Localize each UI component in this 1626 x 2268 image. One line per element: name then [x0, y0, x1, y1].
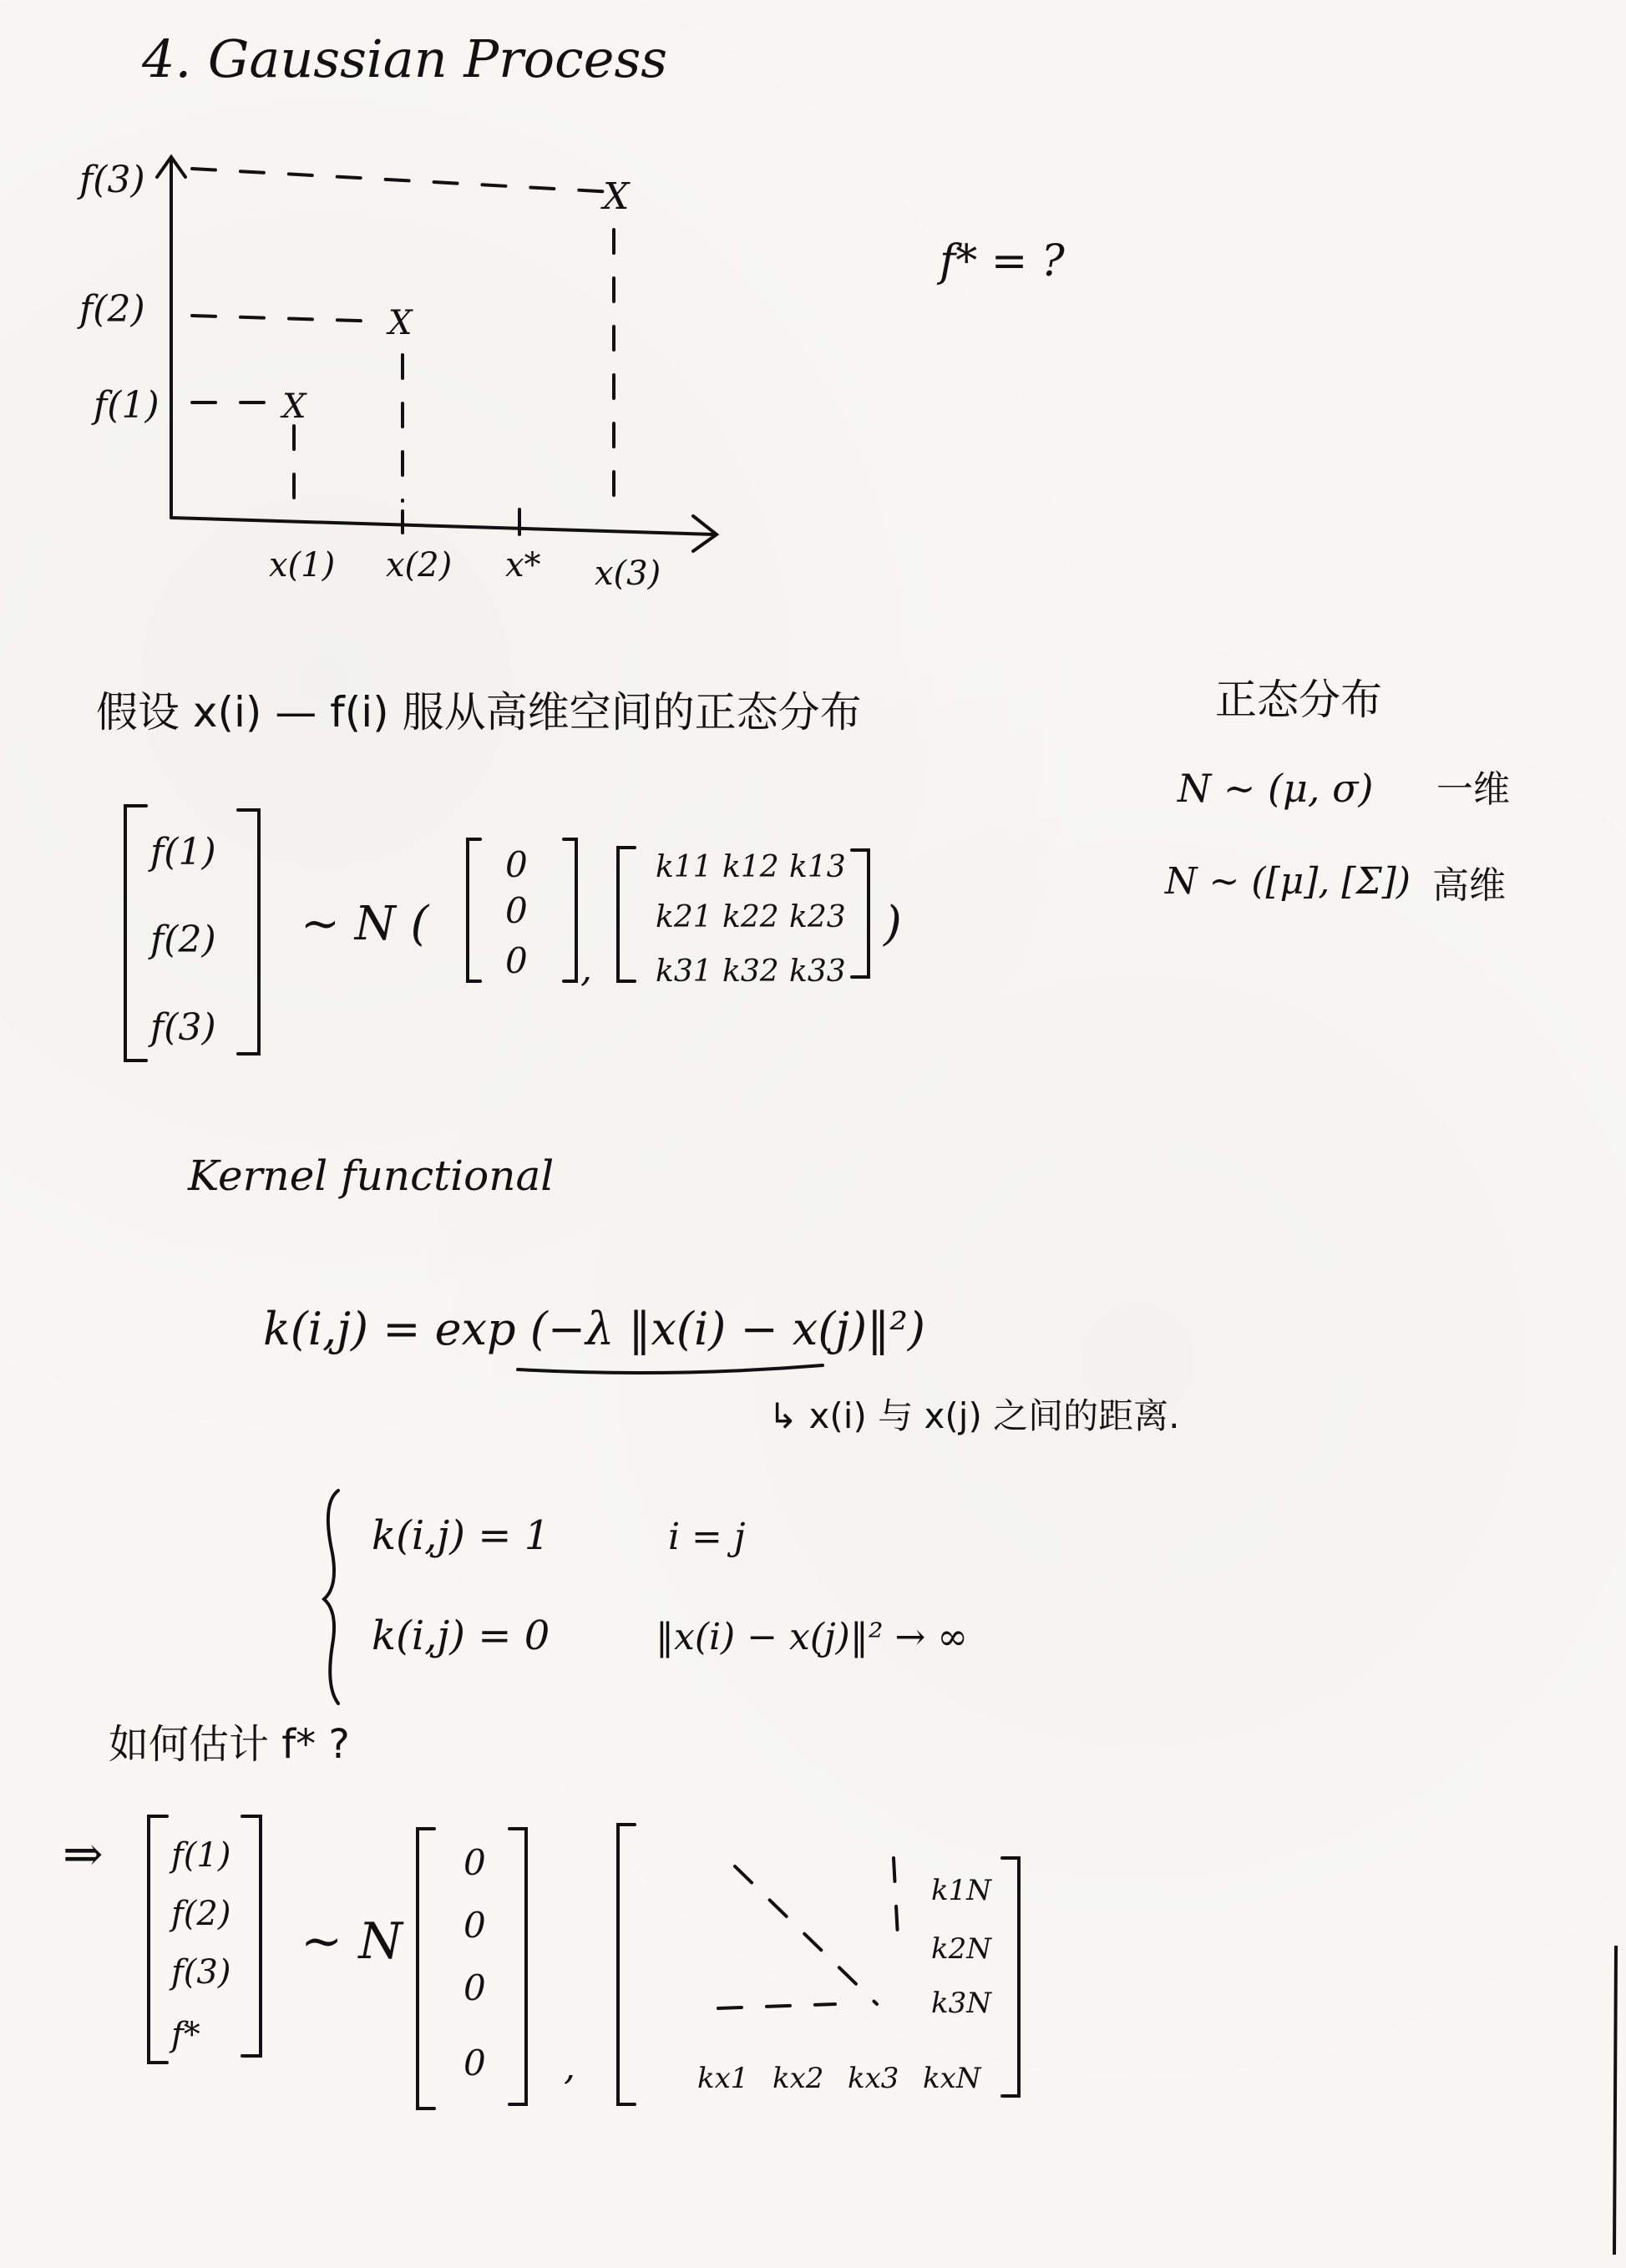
dist-symbol-1: ~ N ( [301, 897, 429, 951]
mean1-left-bracket [468, 839, 480, 981]
cov1-k32: k32 [722, 954, 779, 989]
vec1-left-bracket [125, 806, 146, 1061]
cov1-k22: k22 [722, 900, 779, 934]
cov2-k2N: k2N [931, 1932, 991, 1966]
vec2-f3: f(3) [171, 1953, 231, 1992]
cases-brace [324, 1491, 338, 1704]
vec2-f1: f(1) [171, 1836, 231, 1875]
x-label-x2: x(2) [386, 546, 453, 585]
mean1-2: 0 [505, 940, 528, 981]
point-1: X [282, 387, 306, 426]
assumption-text: 假设 x(i) — f(i) 服从高维空间的正态分布 [96, 688, 862, 737]
joint-distribution-3 [125, 806, 902, 1061]
mean2-0: 0 [463, 1842, 486, 1883]
gp-sketch-plot [77, 157, 717, 593]
kernel-cases [324, 1491, 968, 1704]
close-paren-1: ) [884, 897, 902, 951]
mean1-0: 0 [505, 844, 528, 885]
page-title: 4. Gaussian Process [142, 28, 668, 89]
mean1-1: 0 [505, 890, 528, 931]
vec1-f1: f(1) [150, 831, 216, 873]
page-edge-line [1614, 1946, 1616, 2255]
mean1-right-bracket [564, 839, 576, 981]
estimate-question: 如何估计 f* ? [109, 1721, 350, 1768]
cov2-kxN: kxN [923, 2062, 981, 2095]
normal-hd: N ~ ([μ], [Σ]) [1165, 860, 1411, 903]
cov2-column-dots [894, 1858, 898, 1937]
cov2-diagonal-dots [735, 1866, 877, 2004]
point-3: X [603, 175, 630, 218]
cov2-k1N: k1N [931, 1874, 991, 1907]
kernel-formula: k(i,j) = exp (−λ ‖x(i) − x(j)‖²) [263, 1303, 925, 1355]
cov2-left-bracket [618, 1825, 635, 2104]
cov1-right-bracket [852, 850, 869, 977]
vec2-fstar: f* [171, 2016, 200, 2054]
x-label-x3: x(3) [595, 554, 661, 593]
comma-2: , [564, 2046, 575, 2088]
mean2-right-bracket [509, 1829, 526, 2104]
normal-heading: 正态分布 [1215, 676, 1382, 724]
x-label-xstar: x* [505, 546, 541, 585]
question-fstar: f* = ? [940, 236, 1065, 286]
kernel-heading: Kernel functional [188, 1152, 555, 1200]
cov1-k12: k12 [722, 850, 779, 884]
kernel-note: ↳ x(i) 与 x(j) 之间的距离. [768, 1395, 1180, 1436]
y-label-f1: f(1) [94, 384, 160, 427]
dist-symbol-2: ~ N [301, 1912, 403, 1971]
case-2-cond: ‖x(i) − x(j)‖² → ∞ [656, 1616, 968, 1658]
comma-1: , [580, 948, 592, 990]
mean2-left-bracket [418, 1829, 434, 2109]
cov2-kx2: kx2 [772, 2062, 824, 2095]
cov2-row-dots [718, 2004, 835, 2008]
cov2-kx3: kx3 [848, 2062, 899, 2095]
cov2-k3N: k3N [931, 1987, 991, 2020]
cov1-left-bracket [618, 848, 635, 981]
mean2-1: 0 [463, 1905, 486, 1946]
case-1-left: k(i,j) = 1 [372, 1512, 550, 1559]
normal-dist-note [1164, 676, 1510, 907]
cov1-k31: k31 [656, 954, 712, 989]
cov1-k33: k33 [789, 954, 846, 989]
cov1-k13: k13 [789, 850, 846, 884]
case-1-cond: i = j [668, 1516, 746, 1558]
mean2-3: 0 [463, 2043, 486, 2083]
vec2-left-bracket [149, 1816, 167, 2063]
y-label-f3: f(3) [79, 159, 145, 201]
cov1-k11: k11 [656, 850, 712, 884]
mean2-2: 0 [463, 1967, 486, 2008]
vec1-f3: f(3) [150, 1006, 216, 1049]
normal-hd-label: 高维 [1432, 864, 1506, 907]
vec1-f2: f(2) [150, 919, 216, 961]
cov2-right-bracket [1002, 1858, 1019, 2096]
guide-f2 [192, 316, 384, 321]
guide-f3 [192, 169, 614, 192]
x-label-x1: x(1) [269, 546, 336, 585]
normal-1d-label: 一维 [1436, 768, 1510, 811]
case-2-left: k(i,j) = 0 [372, 1612, 550, 1659]
vec2-f2: f(2) [171, 1895, 231, 1933]
y-label-f2: f(2) [79, 288, 145, 331]
x-axis [171, 518, 714, 534]
vec2-right-bracket [242, 1816, 261, 2056]
normal-1d: N ~ (μ, σ) [1178, 766, 1374, 811]
cov1-k23: k23 [789, 900, 846, 934]
joint-distribution-with-fstar [63, 1816, 1019, 2109]
implies-arrow-icon: ⇒ [63, 1825, 104, 1882]
vec1-right-bracket [238, 810, 259, 1054]
cov1-k21: k21 [656, 900, 712, 934]
cov2-kx1: kx1 [697, 2062, 749, 2095]
point-2: X [388, 304, 413, 342]
kernel-underline [518, 1365, 823, 1373]
